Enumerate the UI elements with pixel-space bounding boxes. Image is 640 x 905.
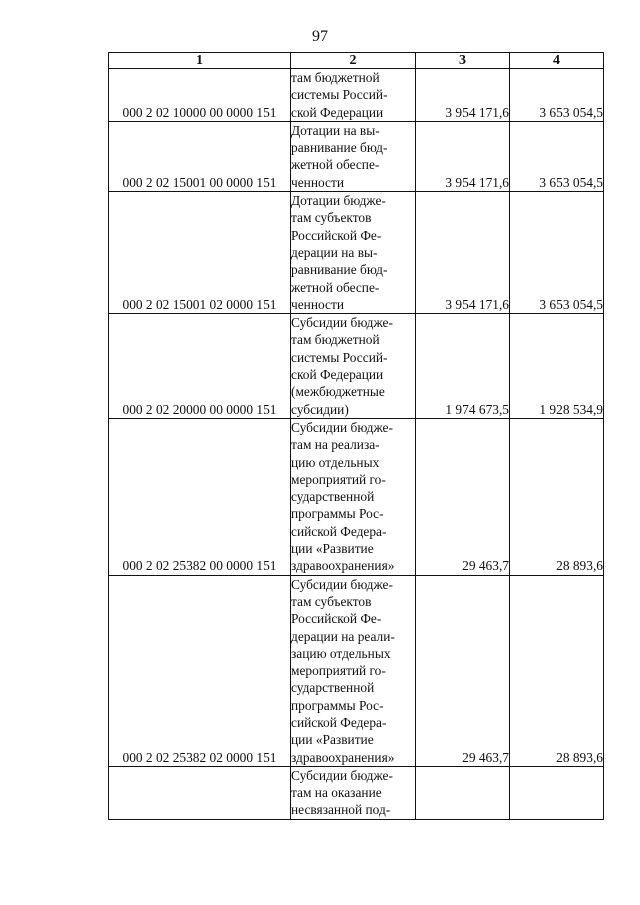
item-name-line: сударственной xyxy=(291,680,375,696)
item-name-line: несвязанной под- xyxy=(291,802,391,818)
item-name-line: системы Россий- xyxy=(291,87,388,103)
table-row xyxy=(109,121,604,191)
item-name-line: там субъектов xyxy=(291,593,372,609)
item-name-line: Субсидии бюдже- xyxy=(291,315,393,331)
table-row xyxy=(109,418,604,575)
item-name-line: ченности xyxy=(291,174,345,190)
item-name-cell xyxy=(291,69,416,122)
item-name-line: сийской Федера- xyxy=(291,714,387,730)
amount-col3-cell xyxy=(416,766,510,819)
item-name-line: (межбюджетные xyxy=(291,384,385,400)
item-name-line: сударственной xyxy=(291,489,375,505)
budget-code-cell: 000 2 02 15001 00 0000 151 xyxy=(109,121,291,191)
item-name-line: там субъектов xyxy=(291,210,372,226)
item-name-line: там бюджетной xyxy=(291,332,380,348)
item-name-cell xyxy=(291,314,416,419)
column-header-4: 4 xyxy=(510,53,604,69)
amount-col3-cell: 3 954 171,6 xyxy=(416,69,510,122)
table-header-row xyxy=(109,53,604,69)
amount-col3-cell: 3 954 171,6 xyxy=(416,121,510,191)
item-name-line: там на оказание xyxy=(291,785,382,801)
item-name-line: равнивание бюд- xyxy=(291,140,388,156)
item-name-line: системы Россий- xyxy=(291,349,388,365)
column-header-3: 3 xyxy=(416,53,510,69)
amount-col4-cell: 3 653 054,5 xyxy=(510,69,604,122)
budget-code-cell: 000 2 02 20000 00 0000 151 xyxy=(109,314,291,419)
amount-col3-cell: 3 954 171,6 xyxy=(416,192,510,314)
item-name-line: там бюджетной xyxy=(291,70,380,85)
item-name-line: жетной обеспе- xyxy=(291,279,380,295)
item-name-line: программы Рос- xyxy=(291,697,384,713)
item-name-line: здравоохранения» xyxy=(291,558,395,574)
item-name-cell xyxy=(291,575,416,766)
page-number: 97 xyxy=(312,28,328,45)
item-name-line: мероприятий го- xyxy=(291,471,386,487)
item-name-cell xyxy=(291,192,416,314)
amount-col4-cell: 1 928 534,9 xyxy=(510,314,604,419)
item-name-line: Российской Фе- xyxy=(291,611,382,627)
item-name-cell xyxy=(291,121,416,191)
item-name-line: сийской Федера- xyxy=(291,523,387,539)
budget-code-cell: 000 2 02 10000 00 0000 151 xyxy=(109,69,291,122)
item-name-line: Дотации бюдже- xyxy=(291,193,386,209)
item-name-line: субсидии) xyxy=(291,401,349,417)
table-row xyxy=(109,575,604,766)
table-row xyxy=(109,69,604,122)
column-header-1: 1 xyxy=(109,53,291,69)
item-name-cell xyxy=(291,418,416,575)
table-row xyxy=(109,192,604,314)
budget-code-cell: 000 2 02 15001 02 0000 151 xyxy=(109,192,291,314)
budget-code-cell: 000 2 02 25382 02 0000 151 xyxy=(109,575,291,766)
amount-col4-cell xyxy=(510,766,604,819)
amount-col3-cell: 29 463,7 xyxy=(416,418,510,575)
item-name-line: равнивание бюд- xyxy=(291,262,388,278)
budget-code-cell xyxy=(109,766,291,819)
item-name-line: мероприятий го- xyxy=(291,663,386,679)
budget-code-cell: 000 2 02 25382 00 0000 151 xyxy=(109,418,291,575)
amount-col4-cell: 3 653 054,5 xyxy=(510,121,604,191)
table-body xyxy=(109,69,604,820)
item-name-line: здравоохранения» xyxy=(291,749,395,765)
item-name-line: дерации на реали- xyxy=(291,628,395,644)
item-name-line: жетной обеспе- xyxy=(291,157,380,173)
amount-col3-cell: 1 974 673,5 xyxy=(416,314,510,419)
table-row xyxy=(109,766,604,819)
amount-col4-cell: 28 893,6 xyxy=(510,418,604,575)
item-name-line: дерации на вы- xyxy=(291,244,378,260)
item-name-line: Российской Фе- xyxy=(291,227,382,243)
item-name-line: зацию отдельных xyxy=(291,645,391,661)
amount-col4-cell: 28 893,6 xyxy=(510,575,604,766)
item-name-line: ции «Развитие xyxy=(291,732,374,748)
item-name-line: программы Рос- xyxy=(291,506,384,522)
item-name-line: ской Федерации xyxy=(291,367,384,383)
item-name-cell xyxy=(291,766,416,819)
item-name-line: Субсидии бюдже- xyxy=(291,576,393,592)
column-header-2: 2 xyxy=(291,53,416,69)
item-name-line: Субсидии бюдже- xyxy=(291,419,393,435)
item-name-line: там на реализа- xyxy=(291,437,380,453)
budget-table xyxy=(108,52,604,820)
table-row xyxy=(109,314,604,419)
item-name-line: Дотации на вы- xyxy=(291,122,380,138)
item-name-line: ченности xyxy=(291,296,345,312)
amount-col4-cell: 3 653 054,5 xyxy=(510,192,604,314)
item-name-line: ской Федерации xyxy=(291,104,384,120)
item-name-line: Субсидии бюдже- xyxy=(291,767,393,783)
item-name-line: цию отдельных xyxy=(291,454,380,470)
item-name-line: ции «Развитие xyxy=(291,541,374,557)
amount-col3-cell: 29 463,7 xyxy=(416,575,510,766)
